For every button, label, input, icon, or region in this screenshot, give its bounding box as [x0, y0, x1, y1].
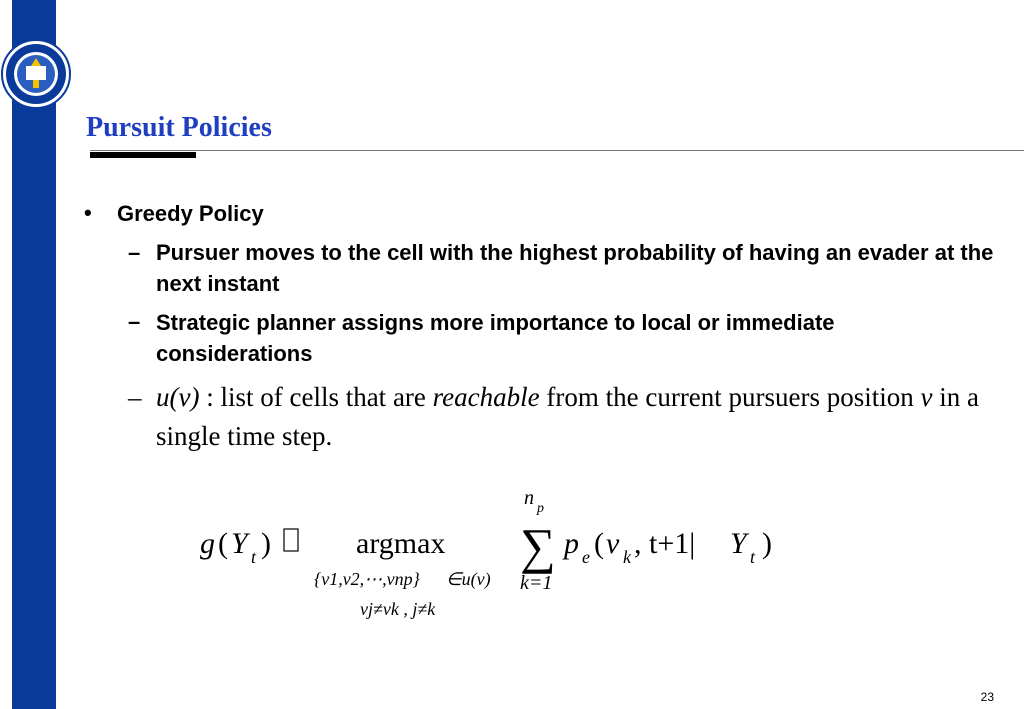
- dash-marker: –: [128, 240, 141, 265]
- formula-subscript-e: e: [582, 547, 590, 567]
- missing-glyph-box: [284, 529, 298, 551]
- formula-Y: Y: [730, 527, 747, 560]
- emphasis-reachable: reachable: [432, 382, 540, 412]
- sub-bullet-strategic-planner: Strategic planner assigns more importance to local or immediate considerations: [156, 310, 835, 366]
- formula-constraint-set: {v1,v2,⋯,vnp}: [314, 569, 420, 589]
- greedy-policy-formula: [190, 485, 810, 635]
- formula-Y: Y: [231, 527, 248, 560]
- text: from the current pursuers position: [539, 382, 921, 412]
- formula-g: g: [200, 527, 215, 560]
- dash-marker: –: [128, 309, 141, 334]
- title-underline: [90, 150, 1024, 151]
- formula-p: p: [564, 527, 579, 560]
- text: in a single time step.: [156, 382, 980, 451]
- formula-subscript-t: t: [251, 547, 257, 567]
- dash-marker: –: [128, 382, 142, 412]
- formula-sum-upper-n: n: [524, 487, 534, 509]
- text: : list of cells that are: [199, 382, 433, 412]
- bullet-marker: •: [84, 200, 92, 225]
- sub-bullet-reachable-cells: [156, 378, 1006, 456]
- formula-constraint-membership: ∈u(v): [446, 569, 491, 589]
- formula-paren: (: [594, 527, 604, 560]
- university-seal-icon: [0, 38, 72, 110]
- title-underline-accent: [90, 152, 196, 158]
- page-number: 23: [980, 690, 994, 704]
- formula-constraint-distinct: vj≠vk , j≠k: [360, 599, 436, 619]
- formula-middle-terms: , t+1|: [634, 527, 696, 560]
- slide-title: Pursuit Policies: [86, 112, 272, 143]
- formula-sum-lower: k=1: [520, 572, 553, 594]
- formula-sum-upper-p: p: [537, 501, 544, 516]
- bullet-greedy-policy: Greedy Policy: [117, 201, 264, 226]
- formula-subscript-t: t: [750, 547, 756, 567]
- formula-paren: (: [218, 527, 228, 560]
- formula-paren: ): [762, 527, 772, 560]
- formula-subscript-k: k: [623, 547, 631, 567]
- formula-argmax: argmax: [356, 527, 446, 560]
- formula-v: v: [606, 527, 620, 560]
- formula-paren: ): [261, 527, 271, 560]
- variable-v: v: [920, 382, 933, 412]
- formula-sum-symbol: ∑: [520, 518, 556, 574]
- sub-bullet-pursuer-moves: Pursuer moves to the cell with the highest probability of having an evader at the next instant: [156, 240, 994, 296]
- variable-u-of-v: u(v): [156, 382, 200, 412]
